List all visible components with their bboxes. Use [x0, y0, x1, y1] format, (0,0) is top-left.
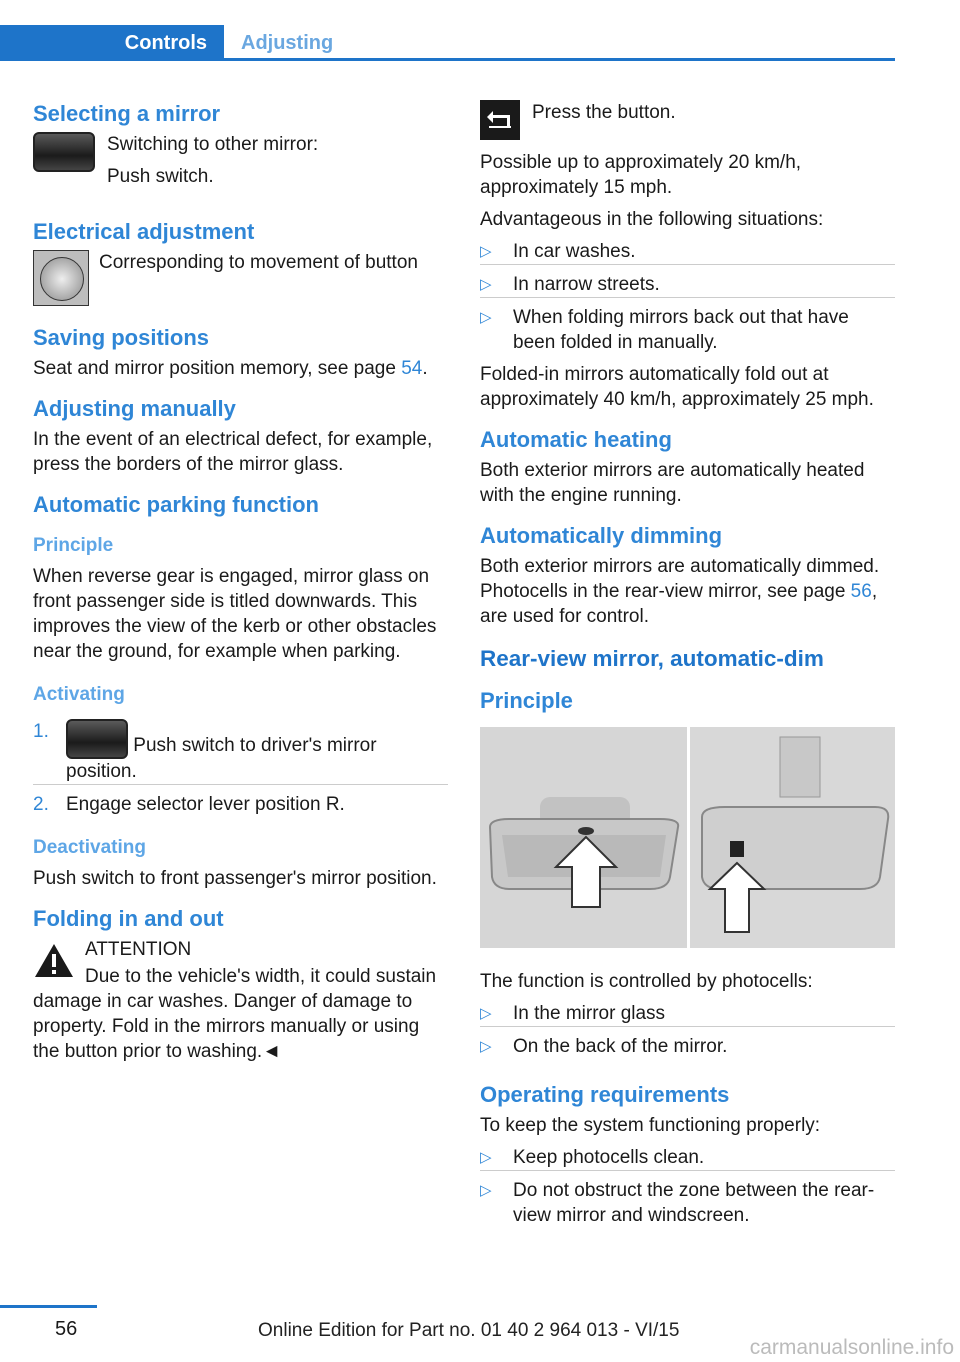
list-item: ▷ In car washes. — [480, 239, 895, 265]
mirror-switch-icon — [33, 132, 95, 172]
press-button-text: Press the button. — [532, 102, 676, 123]
list-item: ▷ Keep photocells clean. — [480, 1145, 895, 1171]
list-item: ▷ In narrow streets. — [480, 272, 895, 298]
activating-step-1: 1. Push switch to driver's mirror position. — [33, 719, 448, 785]
warning-triangle-icon — [33, 941, 75, 979]
attention-text: Due to the vehicle's width, it could sustain damage in car washes. Danger of damage to property. Fold in the mirrors manually or using the button prior to washing.◄ — [33, 966, 437, 1062]
fold-mirror-button-icon — [480, 100, 520, 140]
selecting-line1: Switching to other mirror: — [107, 134, 319, 155]
list-item: ▷ On the back of the mirror. — [480, 1036, 728, 1057]
parking-principle-text: When reverse gear is engaged, mirror glass on front passenger side is titled downwards. This improves the view of the kerb or other obstacles near the ground, for example when parking. — [33, 566, 437, 662]
dpad-icon — [33, 250, 89, 306]
saving-text: Seat and mirror position memory, see page 54. — [33, 358, 428, 379]
list-item: ▷ When folding mirrors back out that have been folded in manually. — [480, 307, 849, 353]
page-link-54[interactable]: 54 — [401, 358, 423, 379]
heading-automatic-dimming: Automatically dimming — [480, 523, 723, 548]
attention-title: ATTENTION — [85, 939, 192, 960]
header-rule — [0, 58, 895, 61]
foldout-text: Folded-in mirrors automatically fold out at approximately 40 km/h, approximately 25 mph. — [480, 364, 874, 410]
selecting-line2: Push switch. — [107, 166, 214, 187]
controlled-text: The function is controlled by photocells: — [480, 971, 813, 992]
heading-rearview-mirror: Rear-view mirror, automatic-dim — [480, 646, 824, 671]
operating-text: To keep the system functioning properly: — [480, 1115, 821, 1136]
heading-folding: Folding in and out — [33, 906, 224, 931]
footer-rule — [0, 1305, 97, 1308]
fold-button-block — [480, 100, 895, 140]
rearview-mirror-photo — [480, 727, 895, 948]
activating-steps — [33, 719, 448, 817]
tab-adjusting[interactable]: Adjusting — [241, 32, 334, 54]
heading-parking-principle: Principle — [33, 535, 114, 556]
heading-automatic-parking: Automatic parking function — [33, 492, 319, 517]
heading-rearview-principle: Principle — [480, 688, 573, 713]
activating-step-2: 2. Engage selector lever position R. — [33, 794, 345, 815]
situations-list — [480, 239, 895, 355]
operating-list — [480, 1145, 895, 1228]
heading-saving-positions: Saving positions — [33, 325, 210, 350]
heading-operating-requirements: Operating requirements — [480, 1082, 730, 1107]
right-column — [480, 100, 895, 1235]
tab-controls[interactable]: Controls — [0, 25, 224, 61]
electrical-block — [33, 250, 448, 306]
heading-deactivating: Deactivating — [33, 837, 146, 858]
list-item: ▷ In the mirror glass — [480, 1001, 895, 1027]
heading-automatic-heating: Automatic heating — [480, 427, 672, 452]
deactivating-text: Push switch to front passenger's mirror position. — [33, 868, 437, 889]
heading-selecting-mirror: Selecting a mirror — [33, 101, 221, 126]
selecting-block — [33, 132, 448, 196]
advantageous-text: Advantageous in the following situations: — [480, 209, 824, 230]
page-link-56[interactable]: 56 — [850, 581, 872, 602]
possible-text: Possible up to approximately 20 km/h, approximately 15 mph. — [480, 152, 802, 198]
heading-adjusting-manually: Adjusting manually — [33, 396, 236, 421]
attention-block — [33, 937, 448, 1064]
left-column — [33, 100, 448, 1071]
photocells-list — [480, 1001, 895, 1059]
dimming-text: Both exterior mirrors are automatically dimmed. Photocells in the rear-view mirror, see page 56, are used for control. — [480, 556, 880, 627]
watermark: carmanualsonline.info — [749, 1336, 954, 1359]
heating-text: Both exterior mirrors are automatically heated with the engine running. — [480, 460, 865, 506]
page-header — [0, 0, 960, 62]
heading-activating: Activating — [33, 684, 125, 705]
list-item: ▷ Do not obstruct the zone between the rear-view mirror and windscreen. — [480, 1180, 875, 1226]
page-number: 56 — [55, 1318, 78, 1340]
electrical-text: Corresponding to movement of button — [99, 252, 418, 273]
manual-text: In the event of an electrical defect, for example, press the borders of the mirror glass. — [33, 429, 433, 475]
mirror-switch-icon — [66, 719, 128, 759]
heading-electrical-adjustment: Electrical adjustment — [33, 219, 255, 244]
edition-text: Online Edition for Part no. 01 40 2 964 013 - VI/15 — [258, 1320, 680, 1341]
